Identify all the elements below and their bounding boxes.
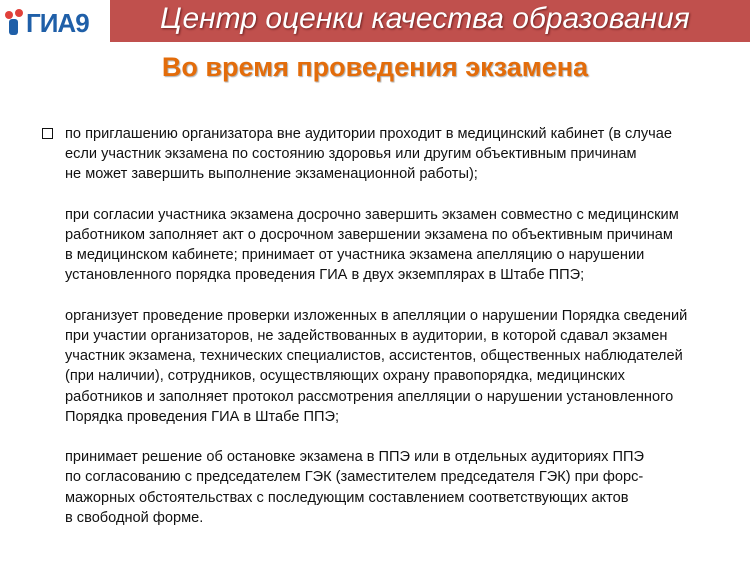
text-line: принимает решение об остановке экзамена в ППЭ или в отдельных аудиториях ППЭ <box>65 449 644 466</box>
text-line: при участии организаторов, не задействованных в аудитории, в которой сдавал экзамен <box>65 328 668 344</box>
logo <box>4 6 89 40</box>
text-line: в медицинском кабинете; принимает от участника экзамена апелляцию о нарушении <box>65 247 645 264</box>
text-line: по согласованию с председателем ГЭК (заместителем председателя ГЭК) при форс- <box>65 469 644 486</box>
header-banner <box>110 0 750 42</box>
banner-text: Центр оценки качества образования <box>160 2 690 35</box>
text-line: Порядка проведения ГИА в Штабе ППЭ; <box>65 408 340 425</box>
text-line: организует проведение проверки изложенных в апелляции о нарушении Порядка сведений <box>65 307 688 324</box>
paragraph <box>65 205 745 286</box>
paragraph <box>65 124 745 185</box>
text-line: при согласии участника экзамена досрочно завершить экзамен совместно с медицинским <box>65 206 679 223</box>
text-line: установленного порядка проведения ГИА в двух экземплярах в Штабе ППЭ; <box>65 267 585 284</box>
text-line: (при наличии), сотрудников, осуществляющих охрану правопорядка, медицинских <box>65 368 625 385</box>
logo-text: ГИА9 <box>26 7 89 38</box>
slide-title: Во время проведения экзамена <box>161 52 589 82</box>
text-line: работников и заполняет протокол рассмотрения апелляции о нарушении установленного <box>65 388 674 405</box>
paragraph <box>65 447 745 528</box>
text-line: если участник экзамена по состоянию здоровья или другим объективным причинам <box>65 146 637 163</box>
logo-figures-icon <box>4 9 26 37</box>
slide-body <box>65 124 745 548</box>
paragraph <box>65 306 745 427</box>
text-line: работником заполняет акт о досрочном завершении экзамена по объективным причинам <box>65 227 673 243</box>
text-line: мажорных обстоятельствах с последующим составлением соответствующих актов <box>65 489 629 506</box>
text-line: в свободной форме. <box>65 509 204 526</box>
text-line: не может завершить выполнение экзаменационной работы); <box>65 166 478 183</box>
checkbox-bullet-icon <box>42 128 53 139</box>
text-line: участник экзамена, технических специалистов, ассистентов, общественных наблюдателей <box>65 348 683 365</box>
text-line: по приглашению организатора вне аудитории проходит в медицинский кабинет (в случае <box>65 126 673 142</box>
